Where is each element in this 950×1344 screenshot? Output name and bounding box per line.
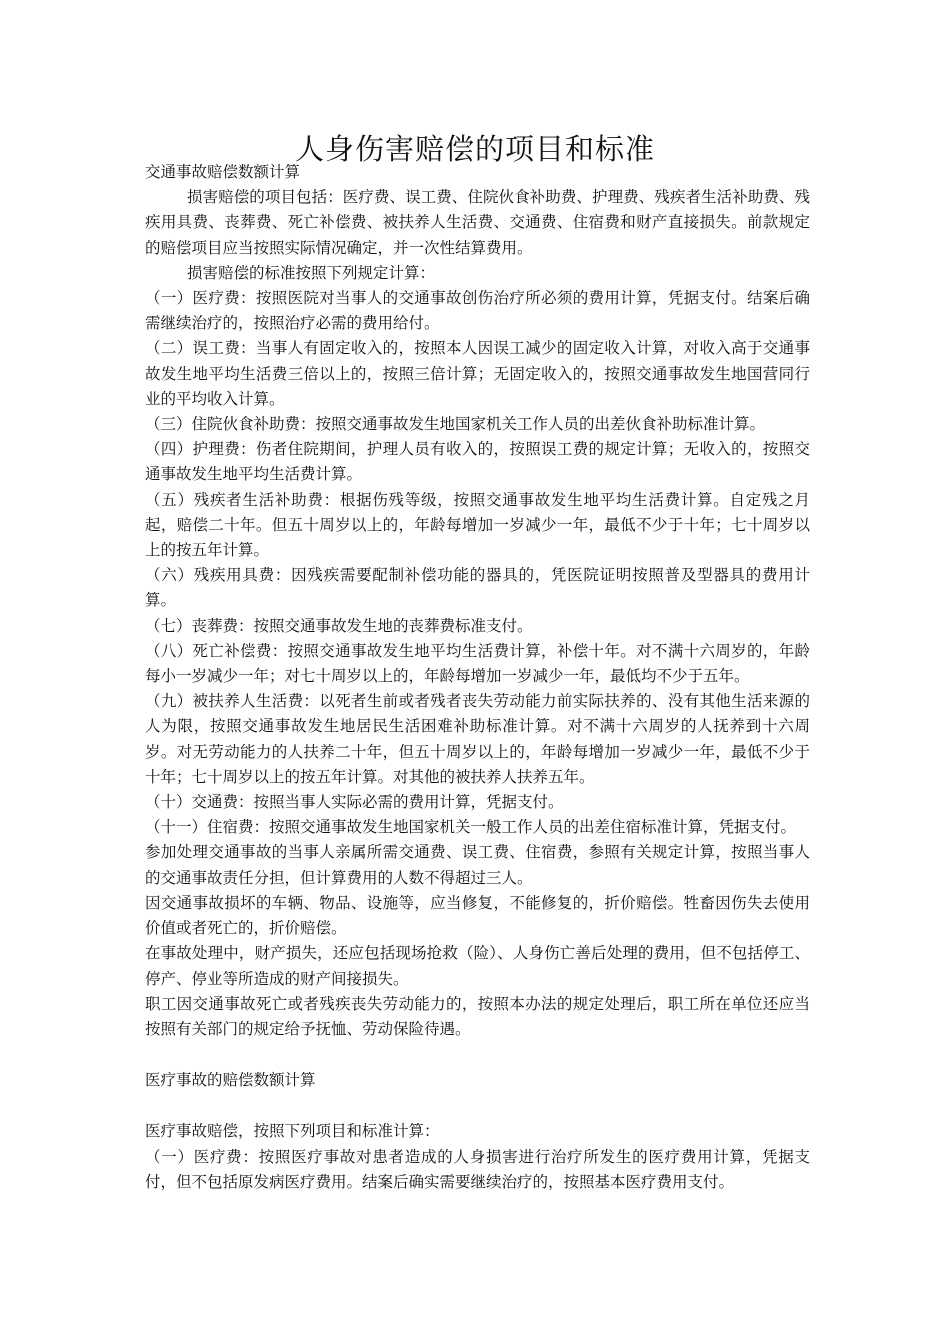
traffic-intro-items: 损害赔偿的项目包括：医疗费、误工费、住院伙食补助费、护理费、残疾者生活补助费、残疾用具费、丧葬费、死亡补偿费、被扶养人生活费、交通费、住宿费和财产直接损失。前款规定的赔偿项目应当按照实际情况确定，并一次性结算费用。 [145,188,810,257]
traffic-item-3: （三）住院伙食补助费：按照交通事故发生地国家机关工作人员的出差伙食补助标准计算。 [145,415,766,434]
medical-item-1: （一）医疗费：按照医疗事故对患者造成的人身损害进行治疗所发生的医疗费用计算，凭据支付，但不包括原发病医疗费用。结案后确实需要继续治疗的，按照基本医疗费用支付。 [145,1147,810,1191]
medical-section-heading: 医疗事故的赔偿数额计算 [145,1071,316,1090]
traffic-item-8: （八）死亡补偿费：按照交通事故发生地平均生活费计算，补偿十年。对不满十六周岁的，年龄每小一岁减少一年；对七十周岁以上的，年龄每增加一岁减少一年，最低均不少于五年。 [145,641,810,686]
traffic-note-relatives: 参加处理交通事故的当事人亲属所需交通费、误工费、住宿费，参照有关规定计算，按照当事人的交通事故责任分担，但计算费用的人数不得超过三人。 [145,843,810,887]
traffic-note-employees: 职工因交通事故死亡或者残疾丧失劳动能力的，按照本办法的规定处理后，职工所在单位还应当按照有关部门的规定给予抚恤、劳动保险待遇。 [145,994,810,1038]
traffic-item-4: （四）护理费：伤者住院期间，护理人员有收入的，按照误工费的规定计算；无收入的，按照交通事故发生地平均生活费计算。 [145,440,810,484]
traffic-section-heading: 交通事故赔偿数额计算 [145,163,301,181]
traffic-item-6: （六）残疾用具费：因残疾需要配制补偿功能的器具的，凭医院证明按照普及型器具的费用计算。 [145,566,810,610]
medical-intro: 医疗事故赔偿，按照下列项目和标准计算： [145,1122,440,1141]
traffic-item-2: （二）误工费：当事人有固定收入的，按照本人因误工减少的固定收入计算，对收入高于交通事故发生地平均生活费三倍以上的，按照三倍计算；无固定收入的，按照交通事故发生地国营同行业的平均收入计算。 [145,339,810,408]
traffic-intro-standard: 损害赔偿的标准按照下列规定计算： [187,263,436,282]
page-title: 人身伤害赔偿的项目和标准 [294,132,655,167]
traffic-item-9: （九）被扶养人生活费：以死者生前或者残者丧失劳动能力前实际扶养的、没有其他生活来源的人为限，按照交通事故发生地居民生活困难补助标准计算。对不满十六周岁的人抚养到十六周岁。对无劳动能力的人扶养二十年，但五十周岁以上的，年龄每增加一岁减少一年，最低不少于十年；七十周岁以上的按五年计算。对其他的被扶养人扶养五年。 [145,692,810,786]
traffic-item-10: （十）交通费：按照当事人实际必需的费用计算，凭据支付。 [145,793,564,812]
traffic-note-property: 因交通事故损坏的车辆、物品、设施等，应当修复，不能修复的，折价赔偿。牲畜因伤失去使用价值或者死亡的，折价赔偿。 [145,893,810,938]
traffic-item-11: （十一）住宿费：按照交通事故发生地国家机关一般工作人员的出差住宿标准计算，凭据支付。 [145,818,797,837]
traffic-item-5: （五）残疾者生活补助费：根据伤残等级，按照交通事故发生地平均生活费计算。自定残之月起，赔偿二十年。但五十周岁以上的，年龄每增加一岁减少一年，最低不少于十年；七十周岁以上的按五年计算。 [145,490,810,560]
traffic-item-7: （七）丧葬费：按照交通事故发生地的丧葬费标准支付。 [145,616,533,635]
traffic-item-1: （一）医疗费：按照医院对当事人的交通事故创伤治疗所必须的费用计算，凭据支付。结案后确需继续治疗的，按照治疗必需的费用给付。 [145,289,810,333]
document-body [145,160,810,1195]
traffic-note-losses: 在事故处理中，财产损失，还应包括现场抢救（险）、人身伤亡善后处理的费用，但不包括停工、停产、停业等所造成的财产间接损失。 [145,944,810,988]
